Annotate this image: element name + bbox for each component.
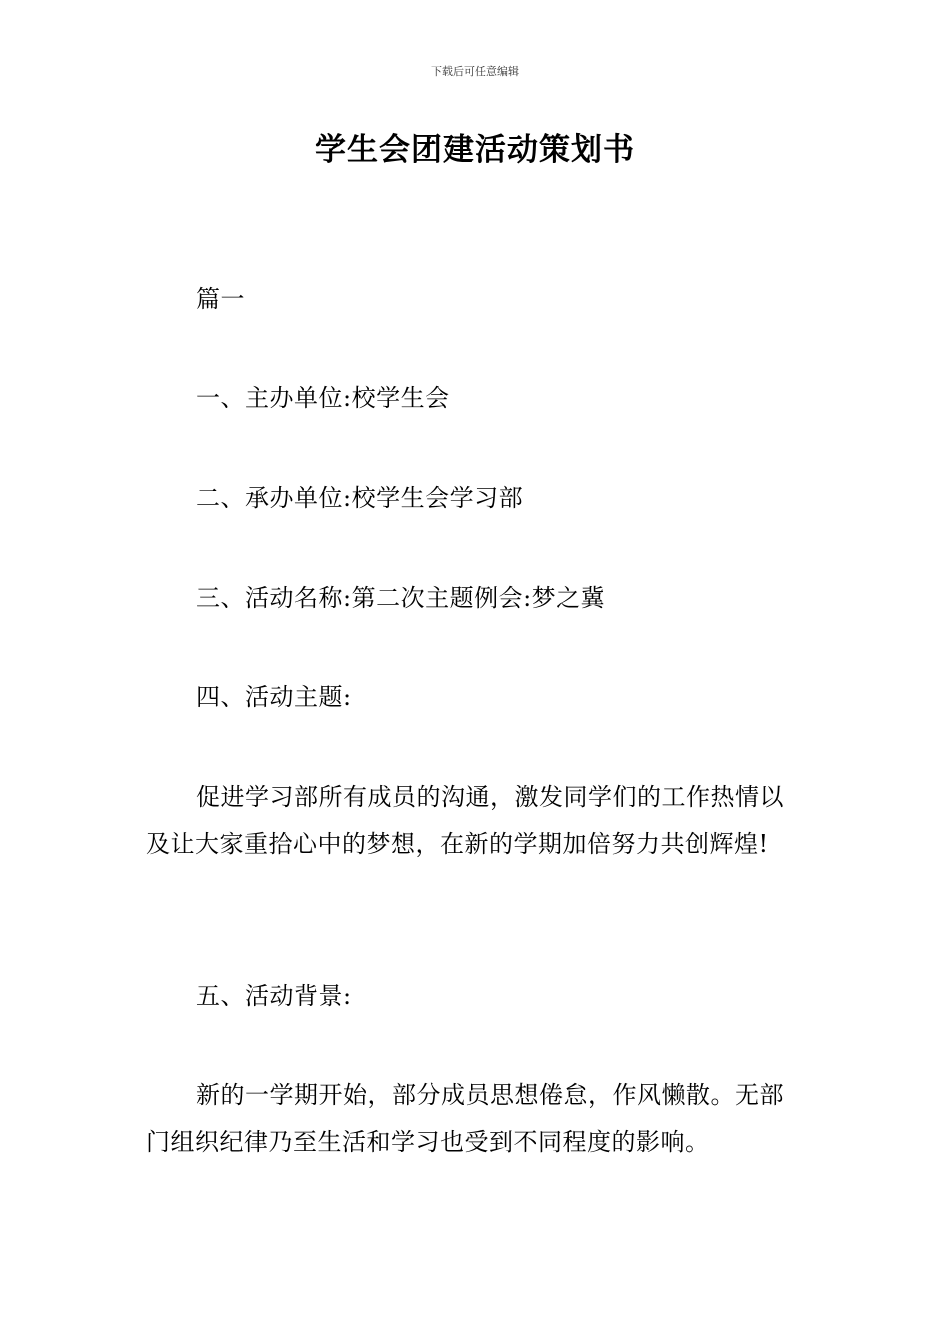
section-label: 篇一	[196, 285, 245, 313]
activity-name-line: 三、活动名称:第二次主题例会:梦之冀	[196, 584, 606, 612]
co-organizer-line: 二、承办单位:校学生会学习部	[196, 484, 524, 512]
theme-heading: 四、活动主题:	[196, 683, 352, 711]
background-paragraph: 新的一学期开始，部分成员思想倦怠，作风懒散。无部门组织纪律乃至生活和学习也受到不同程度的影响。	[146, 1081, 784, 1156]
background-heading: 五、活动背景:	[196, 982, 352, 1010]
header-note: 下载后可任意编辑	[431, 65, 519, 78]
theme-paragraph: 促进学习部所有成员的沟通，激发同学们的工作热情以及让大家重拾心中的梦想，在新的学期加倍努力共创辉煌!	[146, 783, 784, 858]
organizer-line: 一、主办单位:校学生会	[196, 384, 450, 412]
document-title: 学生会团建活动策划书	[315, 132, 635, 168]
